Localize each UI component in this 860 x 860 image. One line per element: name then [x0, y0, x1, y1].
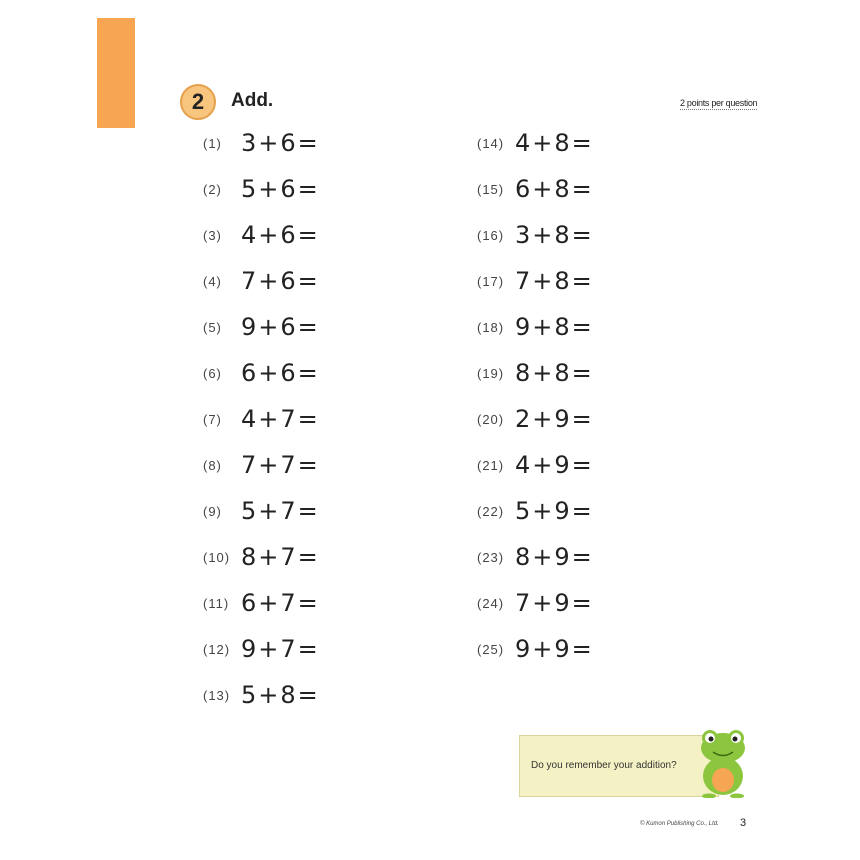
problem-row: [477, 128, 594, 158]
problem-number: (7): [203, 411, 222, 427]
problem-number: (18): [477, 319, 505, 335]
problem-number: (8): [203, 457, 222, 473]
problem-expression: 5+9=: [515, 497, 594, 525]
problem-expression: 3+8=: [515, 221, 594, 249]
problem-expression: 7+8=: [515, 267, 594, 295]
problem-row: [203, 312, 320, 342]
problem-expression: 2+9=: [515, 405, 594, 433]
problem-row: [203, 680, 320, 710]
problem-expression: 8+8=: [515, 359, 594, 387]
page-number: 3: [740, 817, 747, 829]
problem-row: [203, 128, 320, 158]
problem-number: (2): [203, 181, 222, 197]
problem-expression: 9+6=: [241, 313, 320, 341]
problem-number: (25): [477, 641, 505, 657]
problem-row: [477, 220, 594, 250]
problem-number: (4): [203, 273, 222, 289]
problem-expression: 4+9=: [515, 451, 594, 479]
section-title: Add.: [231, 90, 274, 111]
problem-row: [477, 542, 594, 572]
problem-row: [477, 266, 594, 296]
problem-row: [477, 450, 594, 480]
problem-expression: 6+8=: [515, 175, 594, 203]
problem-number: (16): [477, 227, 505, 243]
problem-row: [477, 174, 594, 204]
problem-number: (6): [203, 365, 222, 381]
problem-expression: 3+6=: [241, 129, 320, 157]
problem-expression: 9+7=: [241, 635, 320, 663]
problem-row: [203, 404, 320, 434]
speech-bubble-text: Do you remember your addition?: [531, 760, 677, 771]
problem-expression: 9+9=: [515, 635, 594, 663]
frog-mascot-icon: [695, 726, 750, 798]
problem-number: (10): [203, 549, 231, 565]
problem-row: [203, 358, 320, 388]
problem-row: [203, 588, 320, 618]
problem-expression: 7+7=: [241, 451, 320, 479]
problem-row: [203, 634, 320, 664]
problem-number: (22): [477, 503, 505, 519]
problem-number: (21): [477, 457, 505, 473]
problem-row: [477, 358, 594, 388]
problem-expression: 8+9=: [515, 543, 594, 571]
problem-expression: 4+8=: [515, 129, 594, 157]
problem-row: [203, 174, 320, 204]
problem-number: (5): [203, 319, 222, 335]
problem-number: (15): [477, 181, 505, 197]
problem-expression: 5+8=: [241, 681, 320, 709]
problem-row: [477, 312, 594, 342]
problem-row: [203, 450, 320, 480]
problem-row: [203, 542, 320, 572]
problem-number: (3): [203, 227, 222, 243]
problem-expression: 5+7=: [241, 497, 320, 525]
points-note: 2 points per question: [680, 98, 758, 108]
problem-expression: 7+6=: [241, 267, 320, 295]
problem-row: [477, 404, 594, 434]
problem-number: (14): [477, 135, 505, 151]
problem-expression: 4+6=: [241, 221, 320, 249]
problem-number: (23): [477, 549, 505, 565]
problem-row: [477, 496, 594, 526]
section-number-badge: 2: [180, 84, 216, 120]
problem-expression: 6+7=: [241, 589, 320, 617]
problem-row: [203, 266, 320, 296]
problem-number: (19): [477, 365, 505, 381]
problem-expression: 4+7=: [241, 405, 320, 433]
problem-number: (20): [477, 411, 505, 427]
problem-number: (13): [203, 687, 231, 703]
problem-row: [477, 588, 594, 618]
problem-expression: 5+6=: [241, 175, 320, 203]
problem-number: (11): [203, 595, 230, 611]
copyright-text: © Kumon Publishing Co., Ltd.: [640, 821, 719, 827]
problem-number: (24): [477, 595, 505, 611]
problem-row: [203, 220, 320, 250]
problem-expression: 8+7=: [241, 543, 320, 571]
problem-number: (12): [203, 641, 231, 657]
problem-expression: 6+6=: [241, 359, 320, 387]
problem-number: (17): [477, 273, 505, 289]
problem-number: (9): [203, 503, 222, 519]
problem-number: (1): [203, 135, 222, 151]
section-color-tab: [97, 18, 135, 128]
problem-expression: 9+8=: [515, 313, 594, 341]
problem-row: [477, 634, 594, 664]
problem-expression: 7+9=: [515, 589, 594, 617]
problem-row: [203, 496, 320, 526]
